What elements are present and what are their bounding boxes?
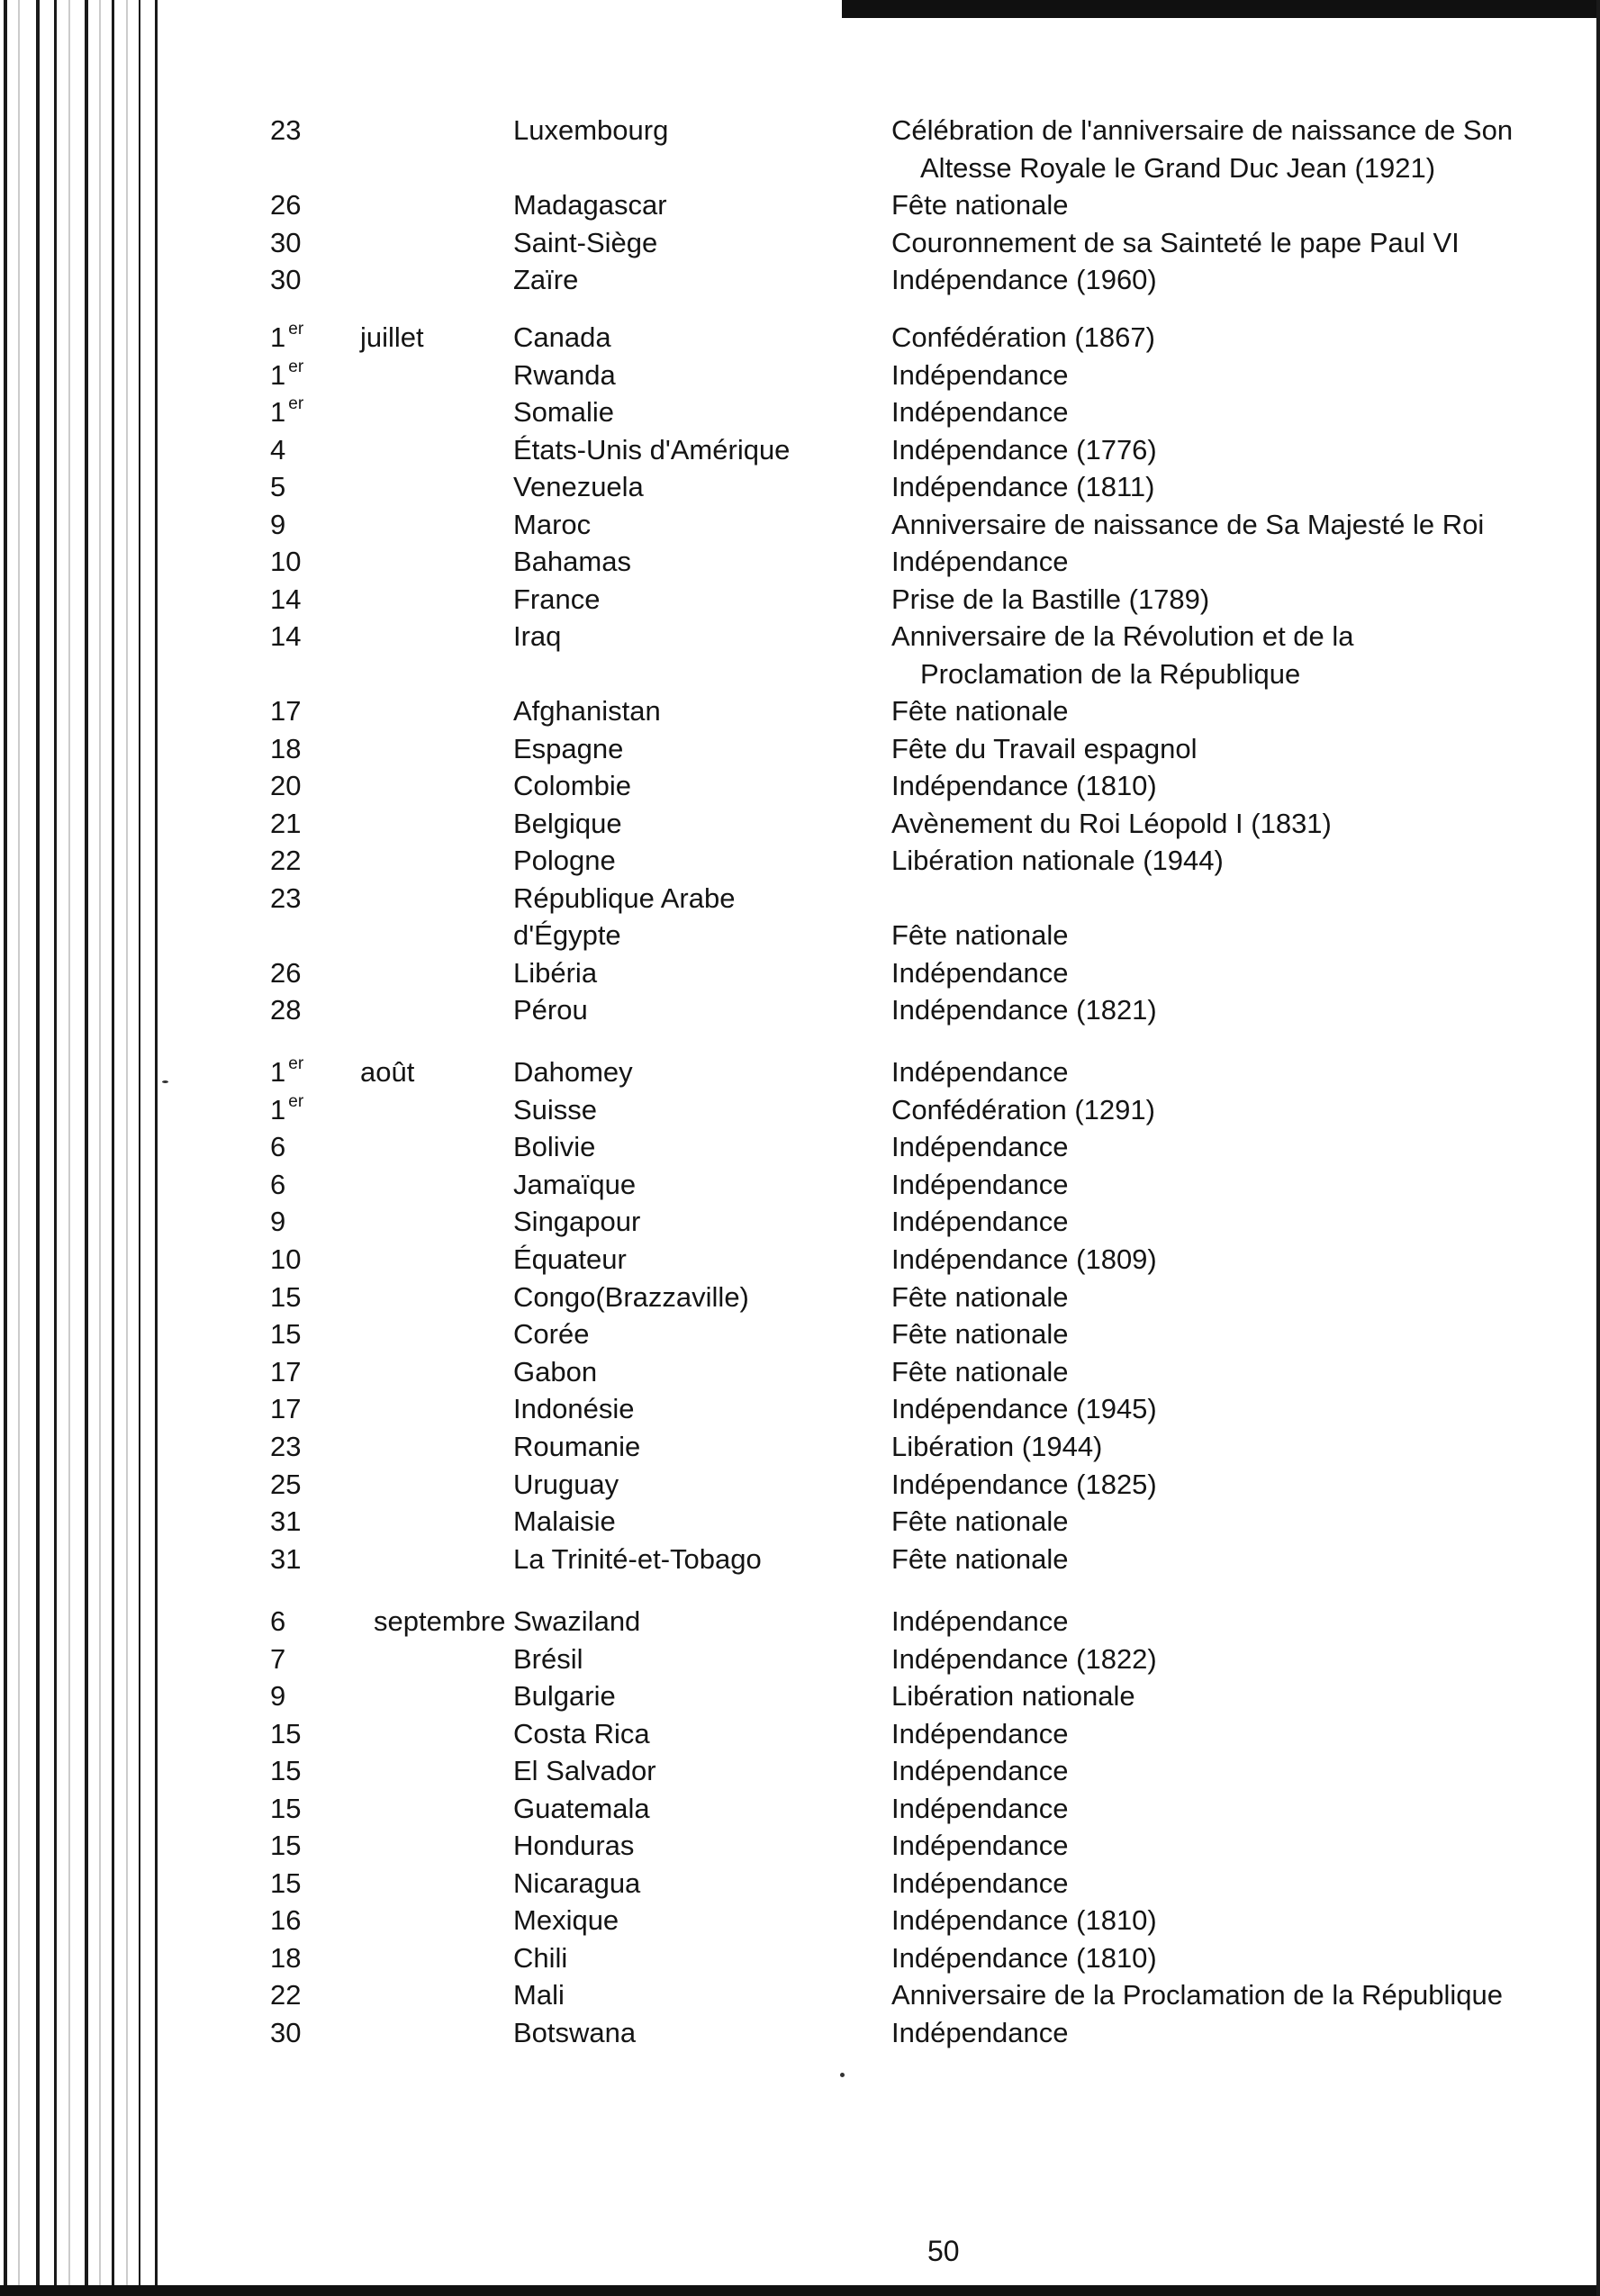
month-label: août xyxy=(360,1056,415,1088)
country-cell-continued: d'Égypte xyxy=(513,919,621,951)
country-cell: Malaisie xyxy=(513,1505,616,1538)
table-row xyxy=(0,991,1600,1029)
country-cell: Brésil xyxy=(513,1642,583,1675)
table-row xyxy=(0,1865,1600,1903)
table-row xyxy=(0,1715,1600,1753)
event-cell-continued: Altesse Royale le Grand Duc Jean (1921) xyxy=(920,151,1436,184)
table-row xyxy=(0,319,1600,357)
country-cell: Suisse xyxy=(513,1093,598,1125)
table-row xyxy=(0,880,1600,951)
event-cell: Indépendance xyxy=(891,1717,1069,1749)
country-cell: Mali xyxy=(513,1979,565,2011)
day-cell: 31 xyxy=(270,1542,302,1575)
country-cell: Madagascar xyxy=(513,189,667,221)
day-cell: 1 $^{er}$ xyxy=(270,357,304,391)
event-cell: Fête nationale xyxy=(891,695,1069,727)
event-cell: Avènement du Roi Léopold I (1831) xyxy=(891,807,1332,839)
event-cell: Indépendance (1822) xyxy=(891,1642,1157,1675)
country-cell: Somalie xyxy=(513,396,614,428)
country-cell: Pérou xyxy=(513,994,588,1026)
table-row xyxy=(0,1503,1600,1541)
month-label: septembre xyxy=(374,1605,506,1637)
day-cell: 26 xyxy=(270,189,302,221)
event-cell: Fête du Travail espagnol xyxy=(891,732,1198,764)
country-cell: Colombie xyxy=(513,770,631,801)
country-cell: Roumanie xyxy=(513,1431,641,1462)
table-row xyxy=(0,1976,1600,2014)
country-cell: Guatemala xyxy=(513,1792,650,1824)
country-cell: Honduras xyxy=(513,1830,635,1861)
table-row xyxy=(0,1315,1600,1353)
table-row xyxy=(0,1939,1600,1977)
country-cell: Congo(Brazzaville) xyxy=(513,1280,749,1313)
table-row xyxy=(0,543,1600,581)
country-cell: Zaïre xyxy=(513,264,579,296)
day-cell: 18 xyxy=(270,1941,302,1974)
event-cell: Fête nationale xyxy=(891,1318,1069,1351)
event-cell: Fête nationale xyxy=(891,1505,1069,1538)
table-row xyxy=(0,1128,1600,1166)
event-cell: Indépendance xyxy=(891,1792,1069,1824)
table-row xyxy=(0,393,1600,431)
country-cell: Libéria xyxy=(513,956,598,989)
event-cell: Indépendance xyxy=(891,956,1069,989)
table-row xyxy=(0,1752,1600,1790)
event-cell: Fête nationale xyxy=(891,189,1069,221)
scan-speck xyxy=(840,2073,845,2077)
event-cell: Indépendance xyxy=(891,546,1069,577)
table-row xyxy=(0,618,1600,690)
table-row xyxy=(0,1677,1600,1715)
table-row xyxy=(0,842,1600,880)
day-cell: 23 xyxy=(270,1431,302,1462)
table-row xyxy=(0,357,1600,394)
country-cell: Costa Rica xyxy=(513,1717,650,1749)
country-cell: Bahamas xyxy=(513,546,631,577)
day-cell: 31 xyxy=(270,1505,302,1538)
table-row xyxy=(0,1279,1600,1316)
page-number: 50 xyxy=(927,2235,960,2267)
event-cell: Indépendance xyxy=(891,1605,1069,1637)
scan-bottom-edge xyxy=(0,2285,1600,2296)
day-cell: 17 xyxy=(270,1393,302,1425)
table-row xyxy=(0,224,1600,262)
country-cell: Espagne xyxy=(513,732,624,764)
day-cell: 30 xyxy=(270,264,302,296)
day-cell: 15 xyxy=(270,1280,302,1313)
day-cell: 1 $^{er}$ xyxy=(270,320,304,353)
day-cell: 14 xyxy=(270,620,302,652)
event-cell-continued: Fête nationale xyxy=(891,919,1069,951)
event-cell: Libération nationale (1944) xyxy=(891,845,1224,876)
event-cell: Fête nationale xyxy=(891,1542,1069,1575)
day-cell: 14 xyxy=(270,583,302,615)
country-cell: Uruguay xyxy=(513,1468,619,1500)
day-cell: 26 xyxy=(270,956,302,989)
event-cell: Indépendance xyxy=(891,1755,1069,1786)
table-row xyxy=(0,730,1600,768)
country-cell: Chili xyxy=(513,1941,568,1974)
country-cell: Singapour xyxy=(513,1206,641,1238)
day-cell: 5 xyxy=(270,471,286,502)
table-row xyxy=(0,431,1600,469)
event-cell: Indépendance xyxy=(891,1206,1069,1238)
day-cell: 6 xyxy=(270,1168,286,1200)
country-cell: Venezuela xyxy=(513,471,644,502)
country-cell: Bolivie xyxy=(513,1131,596,1163)
table-row xyxy=(0,1603,1600,1641)
day-cell: 9 xyxy=(270,1206,286,1238)
country-cell: Rwanda xyxy=(513,358,616,391)
day-cell: 6 xyxy=(270,1131,286,1163)
day-cell: 15 xyxy=(270,1717,302,1749)
table-row xyxy=(0,1827,1600,1865)
event-cell: Indépendance xyxy=(891,1056,1069,1088)
event-cell: Fête nationale xyxy=(891,1355,1069,1388)
event-cell: Indépendance xyxy=(891,1830,1069,1861)
event-cell: Indépendance (1810) xyxy=(891,1904,1157,1936)
day-cell: 1 $^{er}$ xyxy=(270,394,304,428)
country-cell: Botswana xyxy=(513,2016,637,2048)
country-cell: El Salvador xyxy=(513,1755,656,1786)
event-cell: Indépendance (1825) xyxy=(891,1468,1157,1500)
country-cell: Mexique xyxy=(513,1904,619,1936)
day-cell: 9 xyxy=(270,1680,286,1712)
table-row xyxy=(0,1466,1600,1504)
day-cell: 17 xyxy=(270,695,302,727)
table-row xyxy=(0,468,1600,506)
event-cell: Indépendance xyxy=(891,1867,1069,1899)
day-cell: 22 xyxy=(270,845,302,876)
day-cell: 15 xyxy=(270,1830,302,1861)
event-cell: Indépendance xyxy=(891,358,1069,391)
country-cell: Équateur xyxy=(513,1243,627,1275)
day-cell: 23 xyxy=(270,114,302,146)
event-cell: Anniversaire de naissance de Sa Majesté le Roi xyxy=(891,508,1485,540)
table-row xyxy=(0,1428,1600,1466)
country-cell: Swaziland xyxy=(513,1605,641,1637)
day-cell: 21 xyxy=(270,807,302,839)
day-cell: 4 xyxy=(270,433,286,466)
country-cell: États-Unis d'Amérique xyxy=(513,433,791,466)
table-row xyxy=(0,261,1600,299)
day-cell: 7 xyxy=(270,1642,286,1675)
country-cell: Belgique xyxy=(513,807,622,839)
country-cell: Gabon xyxy=(513,1355,598,1388)
day-cell: 25 xyxy=(270,1468,302,1500)
table-row xyxy=(0,1790,1600,1828)
day-cell: 6 xyxy=(270,1605,286,1637)
day-cell: 15 xyxy=(270,1318,302,1351)
event-cell: Anniversaire de la Proclamation de la République xyxy=(891,1979,1503,2011)
day-cell: 22 xyxy=(270,1979,302,2011)
country-cell: République Arabe xyxy=(513,881,736,914)
country-cell: Pologne xyxy=(513,845,616,876)
event-cell: Célébration de l'anniversaire de naissance de Son xyxy=(891,114,1514,146)
scan-top-edge xyxy=(842,0,1600,18)
event-cell: Indépendance xyxy=(891,1131,1069,1163)
country-cell: Canada xyxy=(513,321,611,353)
event-cell: Indépendance (1810) xyxy=(891,770,1157,801)
event-cell: Libération (1944) xyxy=(891,1431,1103,1462)
event-cell: Indépendance (1811) xyxy=(891,471,1155,502)
event-cell: Indépendance (1960) xyxy=(891,264,1157,296)
country-cell: Luxembourg xyxy=(513,114,669,146)
table-row xyxy=(0,1053,1600,1091)
event-cell: Fête nationale xyxy=(891,1280,1069,1313)
day-cell: 16 xyxy=(270,1904,302,1936)
table-row xyxy=(0,186,1600,224)
table-row xyxy=(0,1166,1600,1204)
day-cell: 15 xyxy=(270,1867,302,1899)
event-cell: Indépendance (1810) xyxy=(891,1941,1157,1974)
table-row xyxy=(0,1541,1600,1578)
country-cell: Indonésie xyxy=(513,1393,635,1425)
country-cell: Corée xyxy=(513,1318,590,1351)
day-cell: 17 xyxy=(270,1355,302,1388)
event-cell: Indépendance (1821) xyxy=(891,994,1157,1026)
country-cell: Saint-Siège xyxy=(513,226,658,258)
country-cell: Dahomey xyxy=(513,1056,633,1088)
day-cell: 30 xyxy=(270,2016,302,2048)
day-cell: 1 $^{er}$ xyxy=(270,1091,304,1125)
country-cell: Iraq xyxy=(513,620,562,652)
country-cell: La Trinité-et-Tobago xyxy=(513,1542,762,1575)
event-cell: Confédération (1867) xyxy=(891,321,1155,353)
day-cell: 20 xyxy=(270,770,302,801)
day-cell: 9 xyxy=(270,508,286,540)
country-cell: Jamaïque xyxy=(513,1168,637,1200)
day-cell: 10 xyxy=(270,1243,302,1275)
table-row xyxy=(0,1902,1600,1939)
day-cell: 30 xyxy=(270,226,302,258)
event-cell: Indépendance (1776) xyxy=(891,433,1157,466)
table-row xyxy=(0,1091,1600,1129)
table-row xyxy=(0,1203,1600,1241)
event-cell: Indépendance xyxy=(891,1168,1069,1200)
table-row xyxy=(0,581,1600,619)
table-row xyxy=(0,692,1600,730)
day-cell: 10 xyxy=(270,546,302,577)
event-cell: Anniversaire de la Révolution et de la xyxy=(891,620,1354,652)
day-cell: 23 xyxy=(270,881,302,914)
event-cell: Prise de la Bastille (1789) xyxy=(891,583,1210,615)
day-cell: 15 xyxy=(270,1792,302,1824)
day-cell: 15 xyxy=(270,1755,302,1786)
event-cell: Libération nationale xyxy=(891,1680,1135,1712)
country-cell: Maroc xyxy=(513,508,592,540)
table-row xyxy=(0,954,1600,992)
day-cell: 18 xyxy=(270,732,302,764)
country-cell: Nicaragua xyxy=(513,1867,641,1899)
event-cell: Indépendance (1809) xyxy=(891,1243,1157,1275)
event-cell: Indépendance (1945) xyxy=(891,1393,1157,1425)
day-cell: 1 $^{er}$ xyxy=(270,1054,304,1088)
table-row xyxy=(0,2014,1600,2052)
country-cell: France xyxy=(513,583,601,615)
month-label: juillet xyxy=(360,321,424,353)
event-cell: Indépendance xyxy=(891,2016,1069,2048)
table-row xyxy=(0,1641,1600,1678)
table-row xyxy=(0,1390,1600,1428)
event-cell-continued: Proclamation de la République xyxy=(920,657,1301,690)
event-cell: Indépendance xyxy=(891,396,1069,428)
table-row xyxy=(0,767,1600,805)
table-row xyxy=(0,805,1600,843)
table-row xyxy=(0,506,1600,544)
event-cell: Confédération (1291) xyxy=(891,1093,1155,1125)
table-row xyxy=(0,112,1600,184)
country-cell: Afghanistan xyxy=(513,695,661,727)
event-cell: Couronnement de sa Sainteté le pape Paul VI xyxy=(891,226,1460,258)
day-cell: 28 xyxy=(270,994,302,1026)
table-row xyxy=(0,1353,1600,1391)
country-cell: Bulgarie xyxy=(513,1680,616,1712)
table-row xyxy=(0,1241,1600,1279)
